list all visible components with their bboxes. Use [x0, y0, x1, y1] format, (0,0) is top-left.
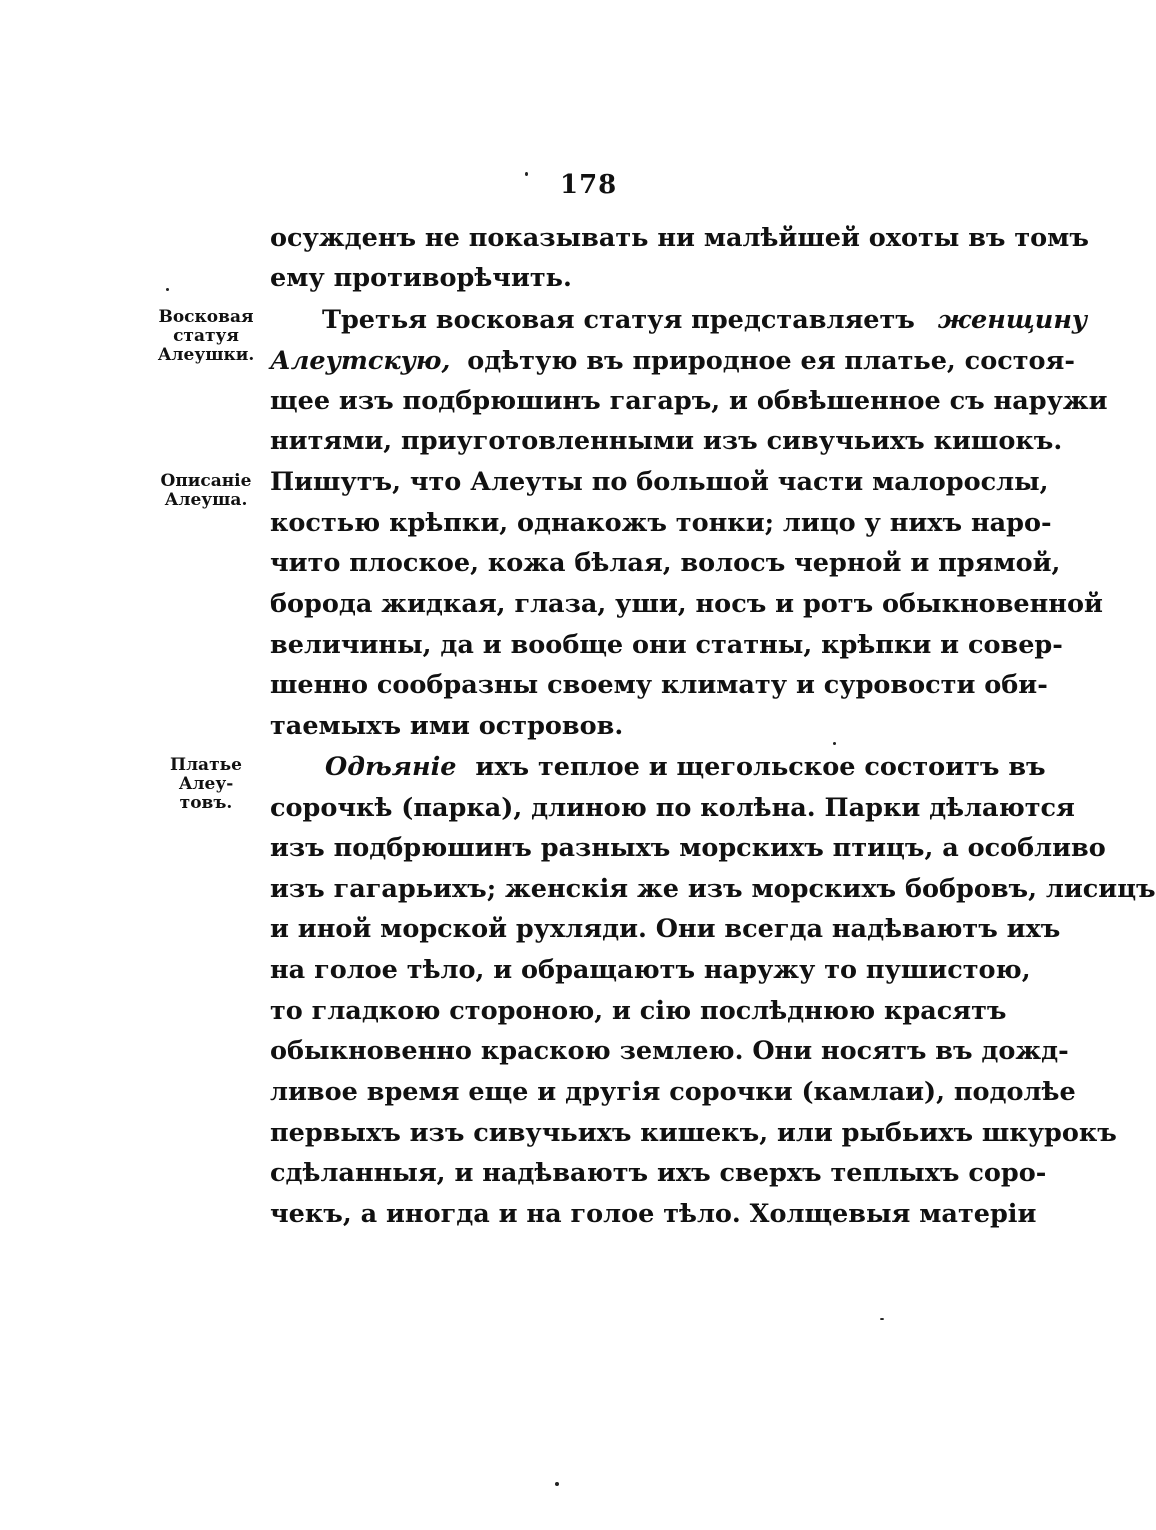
text-line: шенно сообразны своему климату и суровости оби- [270, 670, 1048, 700]
margin-note-line: Восковая [158, 307, 254, 327]
text-line: на голое тѣло, и обращаютъ наружу то пушистою, [270, 955, 1031, 985]
text-line: ливое время еще и другія сорочки (камлаи), подолѣе [270, 1077, 1076, 1107]
text-line: сорочкѣ (парка), длиною по колѣна. Парки дѣлаются [270, 793, 1075, 823]
text-line: щее изъ подбрюшинъ гагаръ, и обвѣшенное съ наружи [270, 386, 1108, 416]
text-line: осужденъ не показывать ни малѣйшей охоты въ томъ [270, 223, 1089, 253]
text-line: нитями, приуготовленными изъ сивучьихъ кишокъ. [270, 426, 1063, 456]
margin-note-line: Платье [170, 755, 242, 775]
text-line: борода жидкая, глаза, уши, носъ и ротъ обыкновенной [270, 589, 1103, 619]
text-line: величины, да и вообще они статны, крѣпки и совер- [270, 630, 1063, 660]
emphasis: женщину [937, 305, 1088, 335]
text-line: изъ гагарьихъ; женскія же изъ морскихъ бобровъ, лисицъ [270, 874, 1156, 904]
text-segment: Третья восковая статуя представляетъ [322, 305, 915, 335]
text-line: сдѣланныя, и надѣваютъ ихъ сверхъ теплыхъ соро- [270, 1158, 1047, 1188]
scan-speck [833, 742, 836, 745]
text-line: обыкновенно краскою землею. Они носятъ въ дожд- [270, 1036, 1069, 1066]
margin-note-line: Алеуша. [164, 490, 248, 510]
emphasis: Алеутскую, [270, 346, 451, 376]
text-line: изъ подбрюшинъ разныхъ морскихъ птицъ, а особливо [270, 833, 1106, 863]
text-line: ему противорѣчить. [270, 263, 572, 293]
page-number: 178 [560, 170, 618, 200]
text-line: и иной морской рухляди. Они всегда надѣваютъ ихъ [270, 914, 1061, 944]
scan-speck [166, 288, 169, 291]
text-line [270, 304, 1088, 336]
text-line [270, 751, 1046, 783]
margin-note-line: Описаніе [160, 471, 252, 491]
margin-note-description [150, 472, 262, 510]
text-line: чекъ, а иногда и на голое тѣло. Холщевыя матеріи [270, 1199, 1037, 1229]
text-line: то гладкою стороною, и сію послѣднюю красятъ [270, 996, 1007, 1026]
margin-note-line: Алеу- [178, 774, 234, 794]
scan-speck [555, 1482, 559, 1486]
text-segment: ихъ теплое и щегольское состоитъ въ [475, 752, 1046, 782]
margin-note-wax-statue [150, 308, 262, 365]
scan-speck [525, 172, 528, 176]
margin-note-line: Алеушки. [157, 345, 255, 365]
text-line: Пишутъ, что Алеуты по большой части малорослы, [270, 467, 1049, 497]
emphasis: Одѣяніе [325, 752, 457, 782]
margin-note-line: статуя [173, 326, 239, 346]
text-line [270, 345, 1075, 377]
margin-note-clothing [150, 756, 262, 813]
text-line: костью крѣпки, однакожъ тонки; лицо у нихъ наро- [270, 508, 1052, 538]
scan-speck [880, 1318, 884, 1320]
text-segment: одѣтую въ природное ея платье, состоя- [467, 346, 1075, 376]
text-line: первыхъ изъ сивучьихъ кишекъ, или рыбьихъ шкурокъ [270, 1118, 1117, 1148]
text-line: таемыхъ ими островов. [270, 711, 624, 741]
margin-note-line: товъ. [179, 793, 233, 813]
text-line: чито плоское, кожа бѣлая, волосъ черной и прямой, [270, 548, 1061, 578]
